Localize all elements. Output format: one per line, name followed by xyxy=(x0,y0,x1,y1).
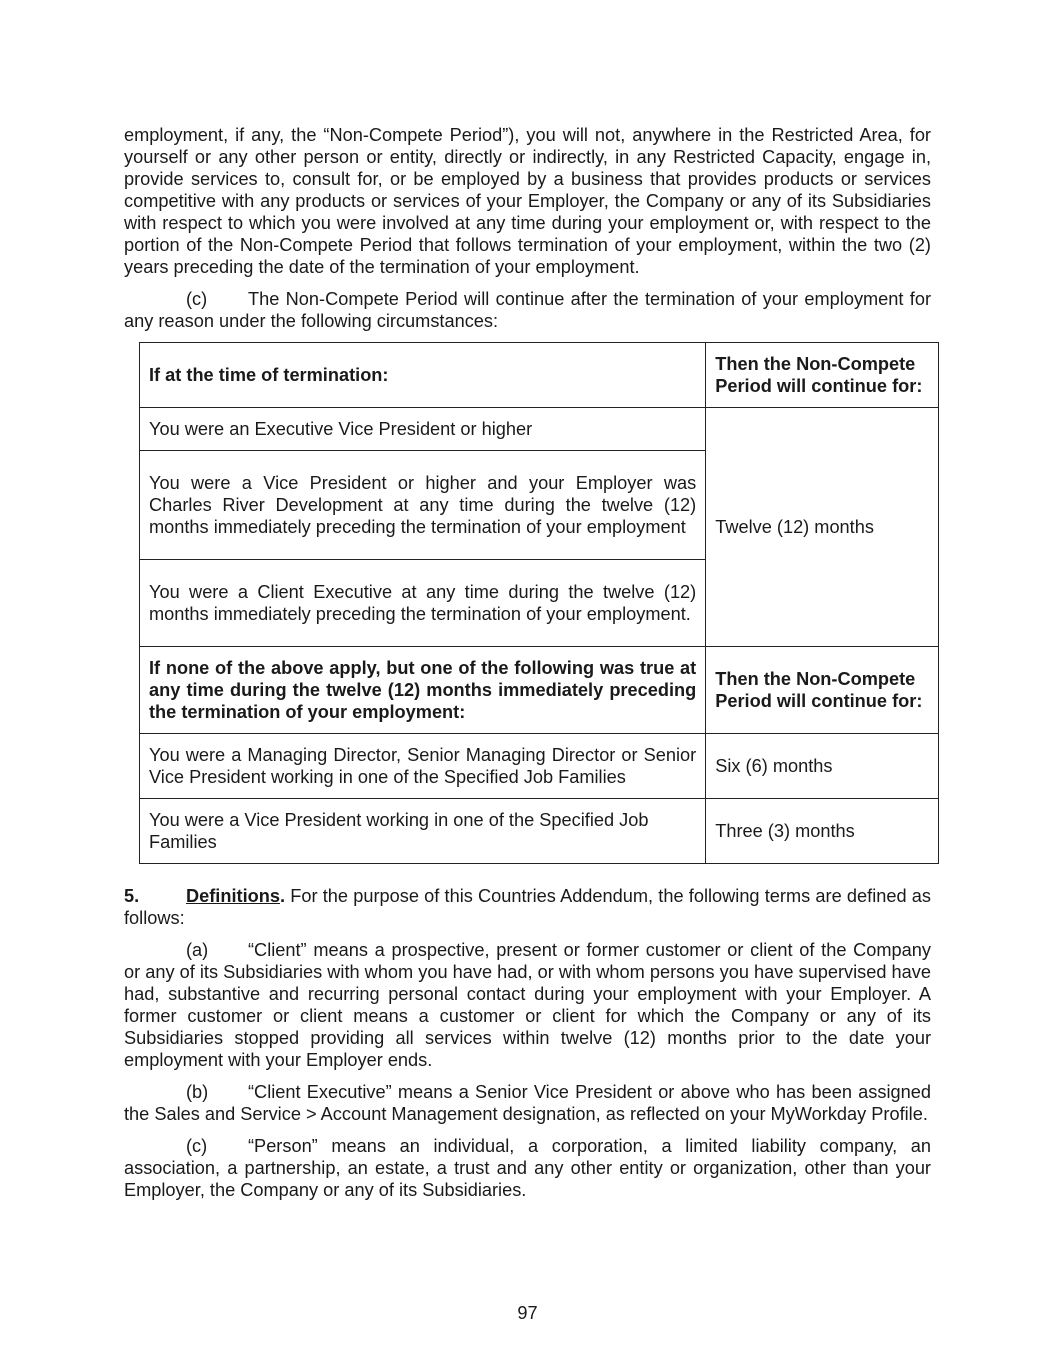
definition-c-text: “Person” means an individual, a corporation, a limited liability company, an association, a partnership, an estate, a trust and any other entity or organization, other than your Employer, the Company or any of its Subsidiaries. xyxy=(124,1136,931,1200)
definition-b-text: “Client Executive” means a Senior Vice President or above who has been assigned the Sales and Service > Account Management designation, as reflected on your MyWorkday Profile. xyxy=(124,1082,931,1124)
section-title-period: . xyxy=(279,886,286,906)
row-evp-cell: You were an Executive Vice President or higher xyxy=(140,408,706,451)
subheader-period-cell: Then the Non-Compete Period will continue for: xyxy=(706,647,939,734)
row-vp-cell: You were a Vice President working in one of the Specified Job Families xyxy=(140,799,706,864)
row-client-exec-cell: You were a Client Executive at any time during the twelve (12) months immediately preceding the termination of your employment. xyxy=(140,560,706,647)
clause-c-text: The Non-Compete Period will continue after the termination of your employment for any reason under the following circumstances: xyxy=(124,289,931,331)
table-row xyxy=(140,799,939,864)
definition-c-label: (c) xyxy=(186,1136,208,1156)
table-header-row xyxy=(140,343,939,408)
non-compete-table xyxy=(139,342,939,864)
section5-heading-paragraph xyxy=(124,885,931,929)
definition-a-text: “Client” means a prospective, present or former customer or client of the Company or any of its Subsidiaries with whom you have had, or with whom persons you have supervised have had, substantive and recurring personal contact during your employment with your Employer. A former customer or client means a customer or client for which the Company or any of its Subsidiaries stopped providing all services within twelve (12) months prior to the date your employment with your Employer ends. xyxy=(124,940,931,1070)
definition-client xyxy=(124,939,931,1071)
table-row xyxy=(140,734,939,799)
row-md-cell: You were a Managing Director, Senior Managing Director or Senior Vice President working in one of the Specified Job Families xyxy=(140,734,706,799)
table-subheader-row xyxy=(140,647,939,734)
definition-client-executive xyxy=(124,1081,931,1125)
page-number: 97 xyxy=(517,1303,538,1323)
three-months-cell: Three (3) months xyxy=(706,799,939,864)
header-period-cell: Then the Non-Compete Period will continue for: xyxy=(706,343,939,408)
section-title: Definitions xyxy=(186,886,280,906)
document-page xyxy=(124,124,931,1201)
definition-a-label: (a) xyxy=(186,940,209,960)
six-months-cell: Six (6) months xyxy=(706,734,939,799)
table-row xyxy=(140,408,939,451)
intro-paragraph: employment, if any, the “Non-Compete Period”), you will not, anywhere in the Restricted Area, for yourself or any other person or entity, directly or indirectly, in any Restricted Capacity, engage in, provide services to, consult for, or be employed by a business that provides products or services competitive with any products or services of your Employer, the Company or any of its Subsidiaries with respect to which you were involved at any time during your employment or, with respect to the portion of the Non-Compete Period that follows termination of your employment, within the two (2) years preceding the date of the termination of your employment. xyxy=(124,125,931,277)
section5-intro: For the purpose of this Countries Addendum, the following terms are defined as follows: xyxy=(124,886,931,928)
row-vp-crd-cell: You were a Vice President or higher and your Employer was Charles River Development at any time during the twelve (12) months immediately preceding the termination of your employment xyxy=(140,451,706,560)
clause-c-label: (c) xyxy=(186,289,208,309)
header-termination-cell: If at the time of termination: xyxy=(140,343,706,408)
definition-person xyxy=(124,1135,931,1201)
section-number: 5. xyxy=(124,886,140,906)
clause-c-paragraph xyxy=(124,288,931,332)
twelve-months-cell: Twelve (12) months xyxy=(706,408,939,647)
definition-b-label: (b) xyxy=(186,1082,209,1102)
subheader-condition-cell: If none of the above apply, but one of the following was true at any time during the twelve (12) months immediately preceding the termination of your employment: xyxy=(140,647,706,734)
